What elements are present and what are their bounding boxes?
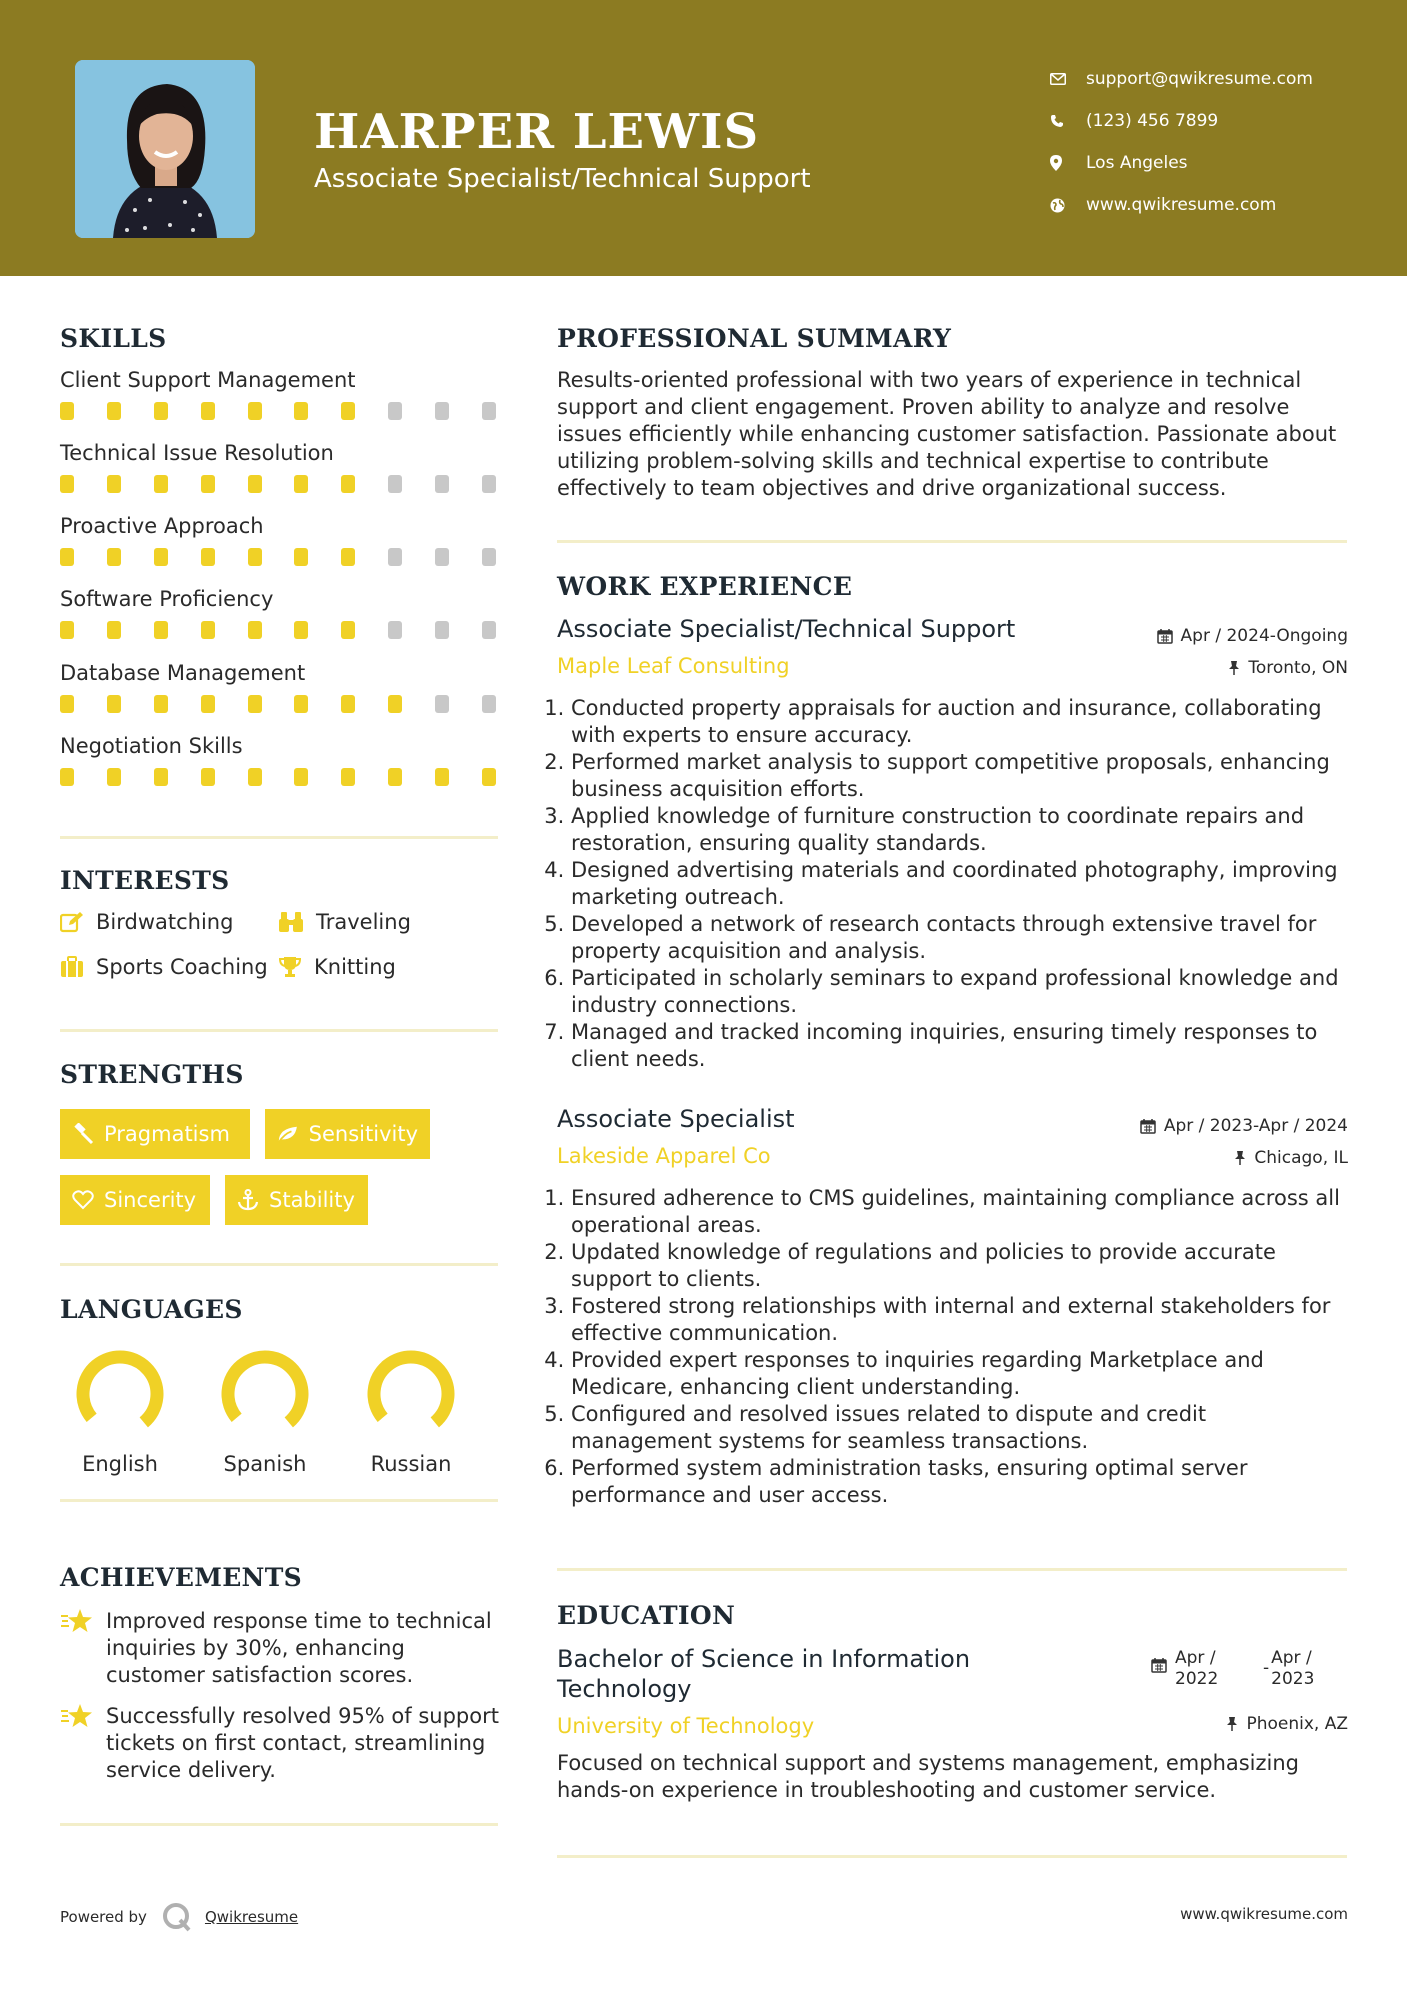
job-dates-text: Apr / 2023-Apr / 2024 — [1163, 1116, 1348, 1136]
education-start: Apr / 2022 — [1175, 1648, 1219, 1689]
skill-dot-filled — [107, 548, 121, 566]
contact-email-text: support@qwikresume.com — [1086, 69, 1313, 89]
contact-location — [1050, 142, 1313, 184]
skill-dot-filled — [248, 621, 262, 639]
skill-dot-filled — [201, 548, 215, 566]
job-bullet: 3. Applied knowledge of furniture construction to coordinate repairs and restoration, ensuring quality standards. — [571, 803, 1353, 857]
achievement-item — [60, 1703, 500, 1784]
footer-powered-by — [60, 1900, 298, 1934]
skill-dot-filled — [248, 402, 262, 420]
language-gauge-arc — [374, 1357, 448, 1422]
skill-rating — [60, 402, 500, 420]
star-icon — [60, 1703, 94, 1729]
education-degree: Bachelor of Science in Information Technology — [557, 1645, 971, 1703]
binoculars-icon — [278, 911, 304, 933]
date-separator: - — [1263, 1658, 1270, 1678]
section-divider — [557, 1568, 1347, 1571]
contact-website[interactable] — [1050, 184, 1313, 226]
skill-item — [60, 514, 500, 566]
skill-dot-filled — [201, 402, 215, 420]
strength-label: Sincerity — [104, 1188, 197, 1212]
skill-dot-empty — [435, 548, 449, 566]
interest-label: Knitting — [314, 955, 396, 979]
interest-item — [60, 955, 268, 979]
skill-dot-filled — [341, 402, 355, 420]
skill-name: Technical Issue Resolution — [60, 441, 334, 465]
language-label: English — [82, 1452, 158, 1476]
phone-icon — [1050, 114, 1086, 128]
contact-location-text: Los Angeles — [1086, 153, 1188, 173]
section-divider — [557, 540, 1347, 543]
skill-dot-filled — [248, 695, 262, 713]
skill-dot-filled — [294, 548, 308, 566]
language-item — [60, 1344, 180, 1476]
heart-icon — [72, 1190, 94, 1210]
skill-item — [60, 368, 500, 420]
skill-dot-filled — [107, 621, 121, 639]
job-bullet: 6. Participated in scholarly seminars to expand professional knowledge and industry connections. — [571, 965, 1353, 1019]
skill-dot-empty — [482, 695, 496, 713]
skill-dot-empty — [482, 548, 496, 566]
skill-dot-filled — [248, 475, 262, 493]
powered-by-text: Powered by — [60, 1908, 147, 1926]
skill-dot-filled — [154, 475, 168, 493]
pushpin-icon — [1234, 1150, 1246, 1166]
summary-text: Results-oriented professional with two years of experience in technical support and client engagement. Proven ability to analyze and resolve issues efficiently while enhancing customer satisfaction. Passionate about utilizing problem-solving skills and technical expertise to contribute effectively to team objectives and drive organizational success. — [557, 368, 1337, 500]
interest-label: Traveling — [316, 910, 411, 934]
job-dates — [1140, 1116, 1348, 1136]
skill-rating — [60, 768, 500, 786]
skill-dot-filled — [294, 621, 308, 639]
skill-item — [60, 587, 500, 639]
job-bullet: 1. Conducted property appraisals for auction and insurance, collaborating with experts to ensure accuracy. — [571, 695, 1353, 749]
skill-rating — [60, 548, 500, 566]
job-bullet: 2. Updated knowledge of regulations and policies to provide accurate support to clients. — [571, 1239, 1353, 1293]
skill-item — [60, 441, 500, 493]
header — [0, 0, 1407, 276]
pushpin-icon — [1226, 1716, 1238, 1732]
candidate-name: HARPER LEWIS — [314, 104, 760, 160]
job-bullet: 7. Managed and tracked incoming inquiries, ensuring timely responses to client needs. — [571, 1019, 1353, 1073]
strength-label: Sensitivity — [308, 1122, 418, 1146]
summary-heading: PROFESSIONAL SUMMARY — [557, 324, 952, 353]
globe-icon — [1050, 198, 1086, 213]
skill-dot-filled — [107, 768, 121, 786]
skill-dot-filled — [248, 768, 262, 786]
job-title: Associate Specialist — [557, 1105, 795, 1133]
skill-dot-filled — [248, 548, 262, 566]
strength-label: Pragmatism — [104, 1122, 230, 1146]
education-school: University of Technology — [557, 1714, 815, 1738]
leaf-icon — [277, 1124, 299, 1144]
job-bullets — [553, 695, 1353, 1073]
skill-dot-empty — [388, 475, 402, 493]
calendar-icon — [1151, 1657, 1167, 1673]
achievement-text: Successfully resolved 95% of support tickets on first contact, streamlining service delivery. — [106, 1704, 499, 1782]
interest-label: Birdwatching — [96, 910, 234, 934]
skill-dot-filled — [341, 621, 355, 639]
skill-dot-filled — [341, 475, 355, 493]
skill-dot-empty — [435, 402, 449, 420]
candidate-title: Associate Specialist/Technical Support — [314, 164, 811, 194]
skill-dot-empty — [435, 475, 449, 493]
job-bullet: 2. Performed market analysis to support competitive proposals, enhancing business acquisition efforts. — [571, 749, 1353, 803]
trophy-icon — [278, 956, 302, 978]
skill-rating — [60, 621, 500, 639]
strength-tag — [60, 1175, 210, 1225]
skill-name: Negotiation Skills — [60, 734, 243, 758]
achievement-text: Improved response time to technical inquiries by 30%, enhancing customer satisfaction scores. — [106, 1609, 492, 1687]
job-dates — [1157, 626, 1348, 646]
language-item — [205, 1344, 325, 1476]
job-location — [1228, 658, 1348, 678]
skill-name: Software Proficiency — [60, 587, 274, 611]
skill-dot-filled — [60, 475, 74, 493]
skill-name: Database Management — [60, 661, 306, 685]
education-end: Apr / 2023 — [1271, 1648, 1315, 1689]
calendar-icon — [1157, 628, 1173, 644]
contact-list — [1050, 58, 1313, 226]
skill-dot-filled — [60, 768, 74, 786]
education-location — [1226, 1714, 1348, 1734]
skill-dot-filled — [154, 768, 168, 786]
skill-dot-filled — [388, 768, 402, 786]
skill-dot-filled — [435, 768, 449, 786]
language-label: Russian — [370, 1452, 452, 1476]
calendar-icon — [1140, 1118, 1156, 1134]
strength-tag — [265, 1109, 430, 1159]
star-icon — [60, 1608, 94, 1634]
footer-website[interactable]: www.qwikresume.com — [1180, 1905, 1348, 1923]
language-gauge — [70, 1344, 170, 1444]
skill-name: Proactive Approach — [60, 514, 264, 538]
skill-item — [60, 661, 500, 713]
language-gauge — [215, 1344, 315, 1444]
language-label: Spanish — [223, 1452, 307, 1476]
skill-dot-filled — [60, 621, 74, 639]
strength-label: Stability — [269, 1188, 355, 1212]
job-bullet: 1. Ensured adherence to CMS guidelines, maintaining compliance across all operational areas. — [571, 1185, 1353, 1239]
skill-dot-empty — [388, 621, 402, 639]
pushpin-icon — [1228, 660, 1240, 676]
skill-dot-empty — [388, 402, 402, 420]
interests-heading: INTERESTS — [60, 866, 230, 895]
interest-item — [60, 910, 233, 934]
skill-dot-filled — [154, 402, 168, 420]
experience-heading: WORK EXPERIENCE — [557, 572, 853, 601]
skill-rating — [60, 695, 500, 713]
skill-dot-filled — [201, 695, 215, 713]
job-bullet: 5. Developed a network of research contacts through extensive travel for property acquisition and analysis. — [571, 911, 1353, 965]
skill-dot-filled — [60, 402, 74, 420]
skill-dot-filled — [201, 621, 215, 639]
skill-dot-filled — [60, 695, 74, 713]
skill-dot-empty — [388, 548, 402, 566]
job-company: Maple Leaf Consulting — [557, 654, 790, 678]
education-location-text: Phoenix, AZ — [1246, 1714, 1348, 1734]
job-dates-text: Apr / 2024-Ongoing — [1180, 626, 1348, 646]
achievement-item — [60, 1608, 500, 1689]
skill-dot-filled — [294, 768, 308, 786]
job-bullet: 6. Performed system administration tasks, ensuring optimal server performance and user access. — [571, 1455, 1353, 1509]
skill-dot-filled — [294, 475, 308, 493]
gavel-icon — [72, 1123, 94, 1145]
job-location-text: Chicago, IL — [1254, 1148, 1348, 1168]
language-gauge-arc — [228, 1357, 302, 1422]
section-divider — [557, 1855, 1347, 1858]
skill-dot-filled — [341, 695, 355, 713]
languages-heading: LANGUAGES — [60, 1295, 243, 1324]
qwikresume-logo-icon — [161, 1900, 195, 1934]
section-divider — [60, 1029, 498, 1032]
anchor-icon — [237, 1189, 259, 1211]
section-divider — [60, 1263, 498, 1266]
interest-item — [278, 910, 411, 934]
skills-heading: SKILLS — [60, 324, 167, 353]
skill-dot-filled — [154, 548, 168, 566]
skill-dot-filled — [154, 621, 168, 639]
skill-dot-filled — [482, 768, 496, 786]
map-pin-icon — [1050, 155, 1086, 171]
skill-item — [60, 734, 500, 786]
job-location-text: Toronto, ON — [1248, 658, 1348, 678]
contact-email[interactable] — [1050, 58, 1313, 100]
skill-dot-empty — [435, 695, 449, 713]
skill-dot-filled — [201, 475, 215, 493]
section-divider — [60, 1823, 498, 1826]
skill-dot-empty — [435, 621, 449, 639]
qwikresume-link[interactable]: Qwikresume — [204, 1908, 299, 1926]
section-divider — [60, 836, 498, 839]
skill-dot-filled — [107, 695, 121, 713]
education-dates — [1151, 1648, 1319, 1690]
interest-label: Sports Coaching — [96, 955, 268, 979]
education-heading: EDUCATION — [557, 1601, 736, 1630]
education-description: Focused on technical support and systems management, emphasizing hands-on experience in troubleshooting and customer service. — [557, 1751, 1300, 1802]
skill-dot-filled — [60, 548, 74, 566]
envelope-icon — [1050, 73, 1086, 85]
skill-dot-empty — [482, 475, 496, 493]
achievements-heading: ACHIEVEMENTS — [60, 1563, 302, 1592]
profile-photo — [75, 60, 255, 238]
skill-dot-filled — [294, 402, 308, 420]
language-gauge-arc — [83, 1357, 157, 1422]
skill-dot-filled — [341, 548, 355, 566]
language-item — [351, 1344, 471, 1476]
skill-dot-filled — [107, 475, 121, 493]
job-bullet: 5. Configured and resolved issues related to dispute and credit management systems for seamless transactions. — [571, 1401, 1353, 1455]
skill-name: Client Support Management — [60, 368, 356, 392]
skill-dot-filled — [107, 402, 121, 420]
contact-phone[interactable] — [1050, 100, 1313, 142]
section-divider — [60, 1499, 498, 1502]
contact-phone-text: (123) 456 7899 — [1086, 111, 1219, 131]
interest-item — [278, 955, 396, 979]
skill-dot-filled — [341, 768, 355, 786]
job-bullet: 3. Fostered strong relationships with internal and external stakeholders for effective communication. — [571, 1293, 1353, 1347]
skill-dot-empty — [482, 621, 496, 639]
job-bullet: 4. Provided expert responses to inquiries regarding Marketplace and Medicare, enhancing client understanding. — [571, 1347, 1353, 1401]
language-gauge — [361, 1344, 461, 1444]
contact-website-text: www.qwikresume.com — [1086, 195, 1277, 215]
job-company: Lakeside Apparel Co — [557, 1144, 771, 1168]
skill-rating — [60, 475, 500, 493]
strengths-heading: STRENGTHS — [60, 1060, 244, 1089]
job-bullet: 4. Designed advertising materials and coordinated photography, improving marketing outreach. — [571, 857, 1353, 911]
job-location — [1234, 1148, 1348, 1168]
strength-tag — [60, 1109, 250, 1159]
skill-dot-empty — [482, 402, 496, 420]
skill-dot-filled — [201, 768, 215, 786]
job-title: Associate Specialist/Technical Support — [557, 615, 1016, 643]
skill-dot-filled — [388, 695, 402, 713]
skill-dot-filled — [294, 695, 308, 713]
briefcase-icon — [60, 956, 84, 978]
skill-dot-filled — [154, 695, 168, 713]
strength-tag — [225, 1175, 368, 1225]
edit-icon — [60, 911, 84, 933]
job-bullets — [553, 1185, 1353, 1509]
